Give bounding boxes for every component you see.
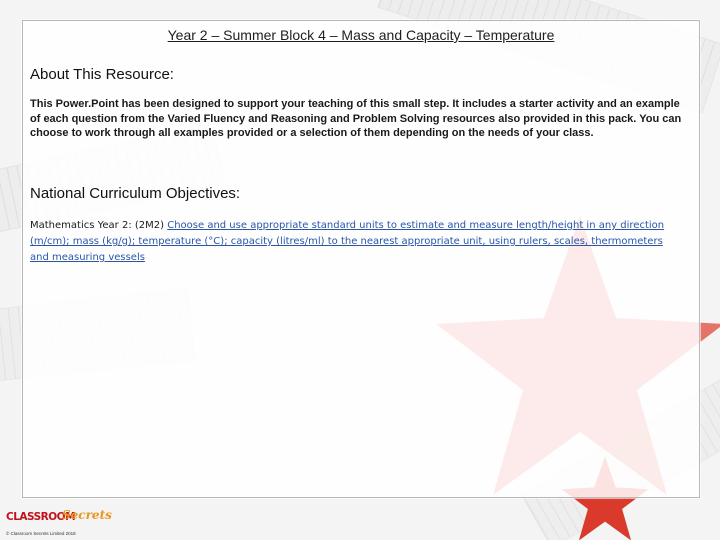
page-title: Year 2 – Summer Block 4 – Mass and Capacity – Temperature [167, 27, 555, 43]
logo-classroom: CLASSROOM [6, 511, 76, 523]
about-text: This Power.Point has been designed to support your teaching of this small step. It includes a starter activity and an example of each question from the Varied Fluency and Reasoning and Problem Solving resources also provided in this pack. You can choose to work through all examples provided or a selection of them depending on the needs of your class. [30, 98, 682, 140]
objective-prefix: Mathematics Year 2: (2M2) [30, 220, 168, 231]
curriculum-objective [30, 218, 679, 266]
content-card [22, 20, 700, 498]
objective-link[interactable]: Choose and use appropriate standard units to estimate and measure length/height in any direction (m/cm); mass (kg/g); temperature (°C); capacity (litres/ml) to the nearest appropriate unit, using rulers, scales, thermometers and measuring vessels [30, 220, 665, 263]
logo-secrets: Secrets [62, 508, 112, 522]
curriculum-heading: National Curriculum Objectives: [30, 185, 241, 202]
about-heading: About This Resource: [30, 66, 174, 83]
copyright-text: © Classroom Secrets Limited 2018 [6, 531, 76, 536]
